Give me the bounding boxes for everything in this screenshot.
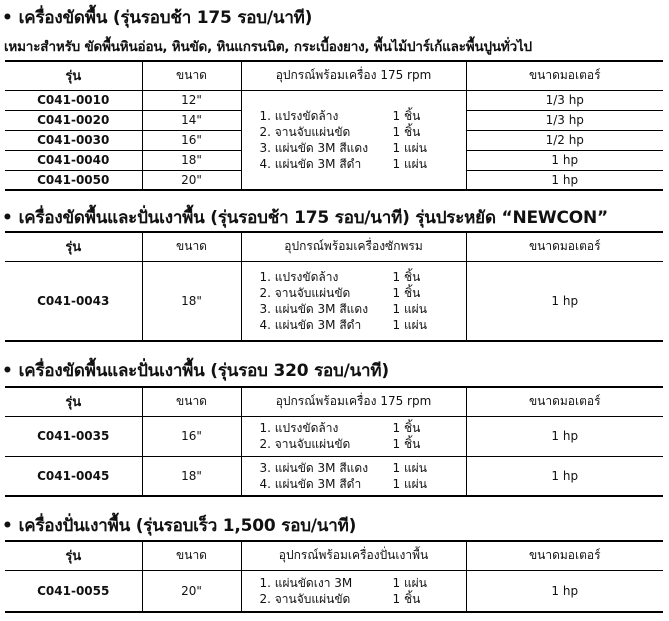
equipment-list bbox=[241, 90, 466, 190]
list-item: 2. จานจับแผ่นขัด 1 ชิ้น bbox=[259, 124, 421, 139]
header-motor: ขนาดมอเตอร์ bbox=[466, 387, 663, 416]
header-size: ขนาด bbox=[142, 387, 241, 416]
table-row bbox=[5, 570, 663, 612]
header-motor: ขนาดมอเตอร์ bbox=[466, 61, 663, 90]
header-model: รุ่น bbox=[5, 387, 142, 416]
list-item: 4. แผ่นขัด 3M สีดำ 1 แผ่น bbox=[259, 317, 427, 332]
size-cell: 18" bbox=[142, 456, 241, 496]
model-cell: C041-0050 bbox=[5, 170, 142, 190]
section-4-table bbox=[5, 540, 663, 613]
list-item: 3. แผ่นขัด 3M สีแดง 1 แผ่น bbox=[259, 140, 427, 155]
header-equipment: อุปกรณ์พร้อมเครื่องซักพรม bbox=[241, 232, 466, 261]
section-4-title: • เครื่องปั่นเงาพื้น (รุ่นรอบเร็ว 1,500 รอบ/นาที) bbox=[2, 516, 357, 536]
list-item: 2. จานจับแผ่นขัด 1 ชิ้น bbox=[259, 591, 421, 606]
size-cell: 16" bbox=[142, 130, 241, 150]
equipment-list bbox=[241, 416, 466, 456]
motor-cell: 1 hp bbox=[466, 570, 663, 612]
model-cell: C041-0040 bbox=[5, 150, 142, 170]
motor-cell: 1 hp bbox=[466, 150, 663, 170]
size-cell: 18" bbox=[142, 150, 241, 170]
header-model: รุ่น bbox=[5, 61, 142, 90]
header-size: ขนาด bbox=[142, 232, 241, 261]
size-cell: 20" bbox=[142, 570, 241, 612]
section-2-title: • เครื่องขัดพื้นและปั่นเงาพื้น (รุ่นรอบช้า 175 รอบ/นาที) รุ่นประหยัด “NEWCON” bbox=[2, 208, 608, 228]
section-1-table bbox=[5, 60, 663, 191]
list-item: 2. จานจับแผ่นขัด 1 ชิ้น bbox=[259, 437, 421, 451]
list-item: 1. แปรงขัดล้าง 1 ชิ้น bbox=[259, 108, 421, 123]
model-cell: C041-0055 bbox=[5, 570, 142, 612]
header-size: ขนาด bbox=[142, 61, 241, 90]
header-equipment: อุปกรณ์พร้อมเครื่องปั่นเงาพื้น bbox=[241, 541, 466, 570]
table-row bbox=[5, 416, 663, 456]
section-3-title: • เครื่องขัดพื้นและปั่นเงาพื้น (รุ่นรอบ 320 รอบ/นาที) bbox=[2, 361, 389, 381]
motor-cell: 1/3 hp bbox=[466, 90, 663, 110]
motor-cell: 1/3 hp bbox=[466, 110, 663, 130]
table-row bbox=[5, 90, 663, 110]
list-item: 1. แปรงขัดล้าง 1 ชิ้น bbox=[259, 421, 421, 435]
bullet-icon: • bbox=[2, 516, 13, 536]
list-item: 2. จานจับแผ่นขัด 1 ชิ้น bbox=[259, 285, 421, 300]
model-cell: C041-0030 bbox=[5, 130, 142, 150]
model-cell: C041-0020 bbox=[5, 110, 142, 130]
motor-cell: 1 hp bbox=[466, 170, 663, 190]
size-cell: 20" bbox=[142, 170, 241, 190]
header-size: ขนาด bbox=[142, 541, 241, 570]
motor-cell: 1 hp bbox=[466, 456, 663, 496]
header-model: รุ่น bbox=[5, 541, 142, 570]
list-item: 1. แปรงขัดล้าง 1 ชิ้น bbox=[259, 269, 421, 284]
table-row bbox=[5, 261, 663, 341]
header-motor: ขนาดมอเตอร์ bbox=[466, 541, 663, 570]
list-item: 4. แผ่นขัด 3M สีดำ 1 แผ่น bbox=[259, 156, 427, 171]
list-item: 3. แผ่นขัด 3M สีแดง 1 แผ่น bbox=[259, 301, 427, 316]
section-1-title: • เครื่องขัดพื้น (รุ่นรอบช้า 175 รอบ/นาที) bbox=[2, 8, 313, 28]
header-equipment: อุปกรณ์พร้อมเครื่อง 175 rpm bbox=[241, 61, 466, 90]
size-cell: 12" bbox=[142, 90, 241, 110]
section-1-subtitle: เหมาะสำหรับ ขัดพื้นหินอ่อน, หินขัด, หินแกรนนิต, กระเบื้องยาง, พื้นไม้ปาร์เก้และพื้นปูนทั่วไป bbox=[4, 39, 532, 55]
motor-cell: 1 hp bbox=[466, 261, 663, 341]
motor-cell: 1 hp bbox=[466, 416, 663, 456]
section-3-table bbox=[5, 386, 663, 497]
size-cell: 18" bbox=[142, 261, 241, 341]
bullet-icon: • bbox=[2, 208, 13, 228]
table-row bbox=[5, 456, 663, 496]
list-item: 4. แผ่นขัด 3M สีดำ 1 แผ่น bbox=[259, 476, 427, 491]
bullet-icon: • bbox=[2, 8, 13, 28]
equipment-list bbox=[241, 570, 466, 612]
size-cell: 16" bbox=[142, 416, 241, 456]
list-item: 3. แผ่นขัด 3M สีแดง 1 แผ่น bbox=[259, 460, 427, 475]
header-motor: ขนาดมอเตอร์ bbox=[466, 232, 663, 261]
equipment-list bbox=[241, 261, 466, 341]
list-item: 1. แผ่นขัดเงา 3M 1 แผ่น bbox=[259, 575, 427, 590]
header-model: รุ่น bbox=[5, 232, 142, 261]
model-cell: C041-0043 bbox=[5, 261, 142, 341]
header-equipment: อุปกรณ์พร้อมเครื่อง 175 rpm bbox=[241, 387, 466, 416]
model-cell: C041-0010 bbox=[5, 90, 142, 110]
equipment-list bbox=[241, 456, 466, 496]
motor-cell: 1/2 hp bbox=[466, 130, 663, 150]
model-cell: C041-0045 bbox=[5, 456, 142, 496]
model-cell: C041-0035 bbox=[5, 416, 142, 456]
bullet-icon: • bbox=[2, 361, 13, 381]
section-2-table bbox=[5, 231, 663, 342]
size-cell: 14" bbox=[142, 110, 241, 130]
